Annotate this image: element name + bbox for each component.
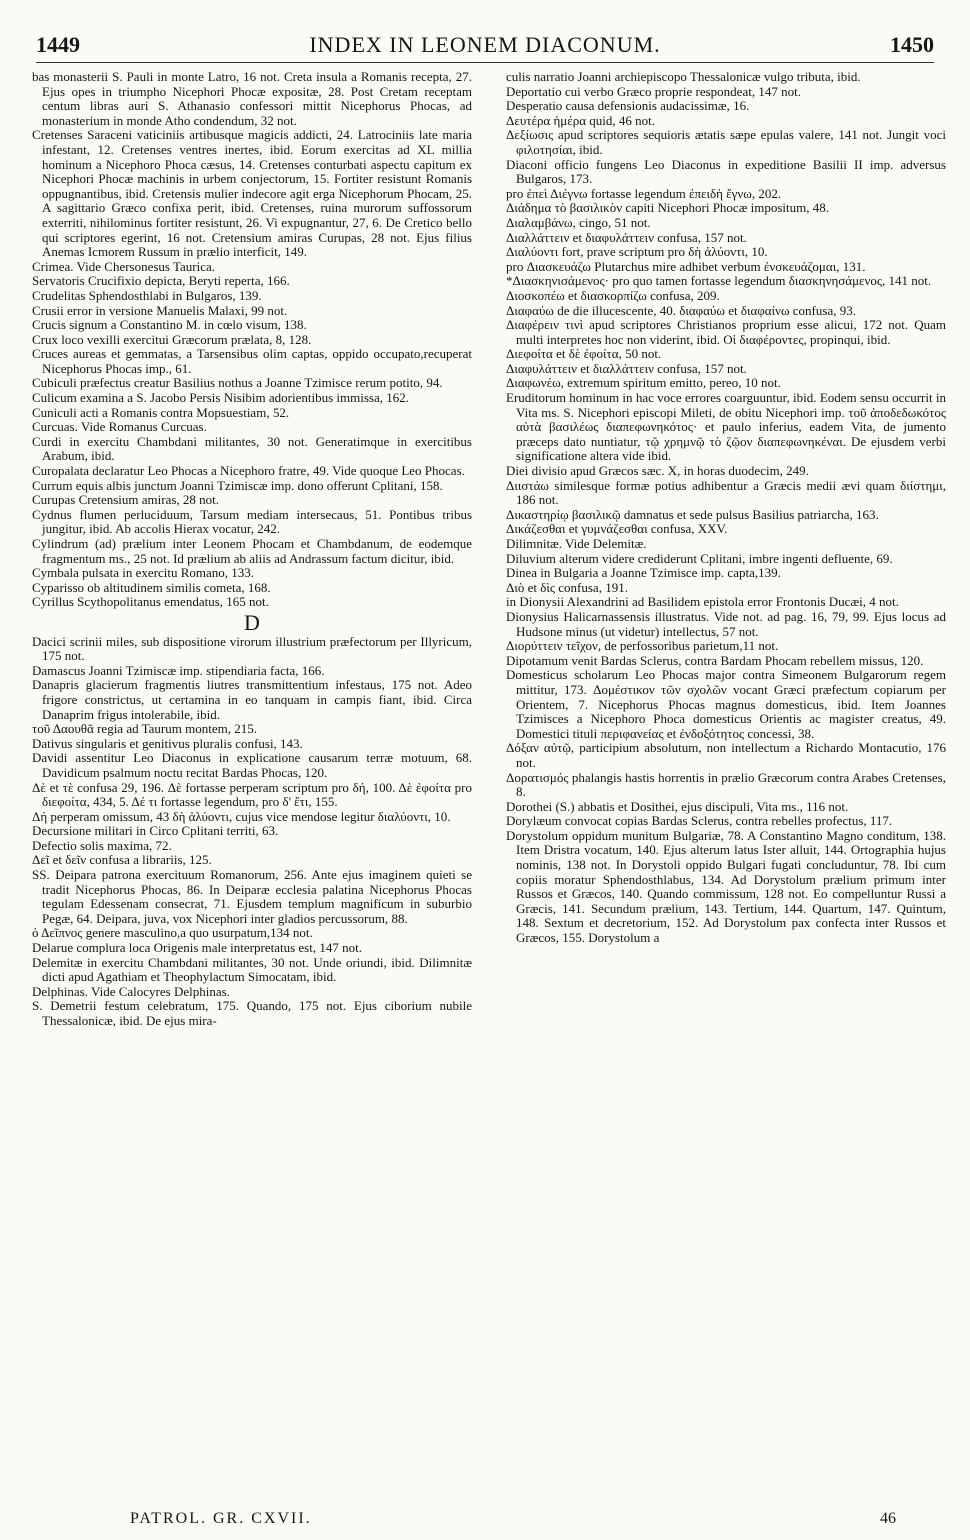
index-entry: Dorothei (S.) abbatis et Dosithei, ejus discipuli, Vita ms., 116 not. (506, 798, 849, 814)
index-entry: Διεφοίτα et δὲ ἐφοίτα, 50 not. (506, 346, 662, 362)
index-entry: Culicum examina a S. Jacobo Persis Nisibim adorientibus immissa, 162. (32, 390, 409, 406)
index-entry: Cylindrum (ad) prælium inter Leonem Phocam et Chambdanum, de eodemque fragmentum ms., 25 not. Id prælium ab aliis ad Andrassum factum dicitur, ibid. (32, 536, 472, 566)
index-entry: Dorylæum convocat copias Bardas Sclerus, contra rebelles profectus, 117. (506, 813, 893, 829)
index-entry: Dacici scrinii miles, sub dispositione virorum illustrium præfectorum per Illyricum, 175 not. (32, 633, 472, 664)
index-entry: τοῦ Δαουθᾶ regia ad Taurum montem, 215. (32, 721, 257, 737)
left-column (32, 70, 472, 1029)
header-rule (36, 62, 934, 63)
index-entry: Defectio solis maxima, 72. (32, 837, 172, 853)
index-entry: Deportatio cui verbo Græco proprie respondeat, 147 not. (506, 83, 801, 99)
index-entry: Dinea in Bulgaria a Joanne Tzimisce imp. capta,139. (506, 565, 781, 581)
index-entry: Curdi in exercitu Chambdani militantes, 30 not. Generatimque in exercitibus Arabum, ibid. (32, 433, 472, 464)
index-entry: Διὸ et δὶς confusa, 191. (506, 579, 628, 595)
index-entry: Desperatio causa defensionis audacissimæ, 16. (506, 98, 750, 114)
index-entry: Διαλύοντι fort, prave scriptum pro δὴ ἀλύοντι, 10. (506, 244, 768, 260)
right-column (506, 70, 946, 946)
page-header (36, 20, 934, 60)
index-entry: Διοσκοπέω et διασκορπίζω confusa, 209. (506, 287, 720, 303)
index-entry: Diaconi officio fungens Leo Diaconus in expeditione Basilii II imp. adversus Bulgaros, 173. (506, 156, 946, 187)
index-entry: Delemitæ in exercitu Chambdani militantes, 30 not. Unde oriundi, ibid. Dilimnitæ dicti apud Agathiam et Theophylactum Simocatam, ibid. (32, 954, 472, 985)
index-entry: Curupas Cretensium amiras, 28 not. (32, 492, 220, 508)
index-entry: Cubiculi præfectus creatur Basilius nothus a Joanne Tzimisce rerum potito, 94. (32, 375, 443, 391)
index-entry: Diei divisio apud Græcos sæc. X, in horas duodecim, 249. (506, 463, 809, 479)
index-entry: Cyparisso ob altitudinem similis cometa, 168. (32, 579, 271, 595)
index-entry: Delarue complura loca Origenis male interpretatus est, 147 not. (32, 940, 362, 956)
index-entry: pro ἐπεὶ Διέγνω fortasse legendum ἐπειδὴ ἔγνω, 202. (506, 185, 782, 201)
index-entry: Cruces aureas et gemmatas, a Tarsensibus olim captas, oppido occupato,recuperat Nicephorus Phocas imp., 61. (32, 346, 472, 376)
index-entry: pro Διασκευάζω Plutarchus mire adhibet verbum ἐνσκευάζομαι, 131. (506, 258, 866, 274)
page-number-left: 1449 (36, 32, 80, 57)
index-entry: Crusii error in versione Manuelis Malaxi, 99 not. (32, 302, 288, 318)
index-entry: Currum equis albis junctum Joanni Tzimiscæ imp. dono offerunt Cplitani, 158. (32, 477, 443, 493)
footer-series: PATROL. GR. CXVII. (130, 1510, 312, 1527)
index-entry: Cuniculi acti a Romanis contra Mopsuestiam, 52. (32, 404, 290, 420)
index-entry: Διαλαμβάνω, cingo, 51 not. (506, 214, 651, 230)
running-title: INDEX IN LEONEM DIACONUM. (309, 32, 661, 57)
index-entry: Διορύττειν τεῖχον, de perfossoribus parietum,11 not. (506, 638, 779, 654)
index-entry: Cretenses Saraceni vaticiniis artibusque magicis addicti, 24. Latrociniis late maria infestant, 12. Cretenses ventres inertes, ibid. Eorum exercitas ad XL millia hominum a Nicephoro Phoca cæsus, 14. Cretenses conturbati aspectu capitum ex Nicephori Phocæ machinis in urbem conjectorum, 15. Fortiter resistunt Romanis oppugnantibus, ibid. Cretensis mulier indecore agit erga Nicephorum Phocam, 25. A sagittario Græco confixa perit, ibid. Cretenses, ruina murorum suffossorum exterriti, nihilominus fortiter resistunt, 26. Vi expugnantur, 27, 6. De Cretico bello qui scriptores egerint, 16 not. Cretensium amiras Curupas, 28 not. Ejus filius Anemas Icmorem Russum in prælio interficit, 149. (32, 127, 472, 260)
index-entry: Curopalata declaratur Leo Phocas a Nicephoro fratre, 49. Vide quoque Leo Phocas. (32, 463, 465, 479)
index-entry: Diluvium alterum videre crediderunt Cplitani, imbre ingenti defluente, 69. (506, 550, 893, 566)
index-entry: Crimea. Vide Chersonesus Taurica. (32, 258, 216, 274)
section-letter: D (244, 609, 260, 635)
index-entry: Διαφωνέω, extremum spiritum emitto, pereo, 10 not. (506, 375, 781, 391)
index-entry: Dionysius Halicarnassensis illustratus. Vide not. ad pag. 16, 79, 99. Ejus locus ad Hudsone minus (ut videtur) intellectus, 57 not. (506, 608, 946, 639)
footer-signature: 46 (880, 1510, 896, 1527)
index-entry: Eruditorum hominum in hac voce errores coarguuntur, ibid. Eodem sensu occurrit in Vita ms. S. Nicephori episcopi Mileti, de obitu Nicephori imp. τοῦ ἀποδεδωκότος αὐτὰ βασιλέως διαπεφωνηκότος· et paulo inferius, eadem Vita, de jumento præceps dato nuntiatur, τῷ χρημνῷ τὸ ζῷον διαπεφωνηκέναι. De ejusdem verbi significatione altera vide ibid. (506, 390, 946, 464)
index-entry: Cydnus flumen perluciduum, Tarsum mediam intersecaus, 51. Pontibus tribus jungitur, ibid. Ab accolis Hierax vocatur, 242. (32, 506, 472, 537)
index-entry: Dipotamum venit Bardas Sclerus, contra Bardam Phocam rebellem missus, 120. (506, 652, 924, 668)
index-entry: Dilimnitæ. Vide Delemitæ. (506, 536, 647, 551)
index-entry: Δευτέρα ἡμέρα quid, 46 not. (506, 112, 655, 128)
index-entry: Δὲ et τὲ confusa 29, 196. Δὲ fortasse perperam scriptum pro δή, 100. Δὲ ἐφοίτα pro διεφοίτα, 434, 5. Δέ τι fortasse legendum, pro δ' ἔτι, 155. (32, 779, 472, 810)
index-entry: *Διασκηνισάμενος· pro quo tamen fortasse legendum διασκηνησάμενος, 141 not. (506, 273, 932, 289)
index-entry: culis narratio Joanni archiepiscopo Thessalonicæ vulgo tributa, ibid. (506, 69, 861, 84)
index-entry: Danapris glacierum fragmentis liutres transmittentium infestaus, 175 not. Adeo frigore constrictus, ut certamina in eo tanquam in campis fiant, ibid. Circa Danaprim frigus intolerabile, ibid. (32, 677, 472, 722)
index-entry: Διαλλάττειν et διαφυλάττειν confusa, 157 not. (506, 229, 747, 245)
index-entry: ὁ Δεῖπνος genere masculino,a quo usurpatum,134 not. (32, 925, 313, 941)
index-entry: Διαφέρειν τινὶ apud scriptores Christianos proprium esse alicui, 172 not. Quam multi interpretes hoc non viderint, ibid. Οἱ διαφέροντες, propinqui, ibid. (506, 317, 946, 347)
index-entry: Cymbala pulsata in exercitu Romano, 133. (32, 565, 255, 581)
index-entry: Decursione militari in Circo Cplitani territi, 63. (32, 823, 279, 839)
index-entry: Δεξίωσις apud scriptores sequioris ætatis sæpe epulas valere, 141 not. Jungit voci φιλοτησίαι, ibid. (506, 127, 946, 157)
index-entry: Dorystolum oppidum munitum Bulgariæ, 78. A Constantino Magno conditum, 138. Item Dristra vocatum, 140. Ejus alterum latus Ister alluit, 144. Ortographia hujus nominis, 138 not. In Dorystoli oppido Bulgari fugati concluduntur, 78. Ibi cum copiis moratur Sphendosthlabus, 134. Ad Dorystolum prælium primum inter Russos et Græcos, 140. Quando commissum, 128 not. Eo compelluntur Russi a Græcis, 141. Secundum prælium, 143. Tertium, 144. Quartum, 147. Quintum, 148. Sextum et decretorium, 152. Ad Dorystolum pax confecta inter Russos et Græcos, 155. Dorystolum a (506, 827, 946, 946)
index-entry: Servatoris Crucifixio depicta, Beryti reperta, 166. (32, 273, 290, 289)
index-entry: bas monasterii S. Pauli in monte Latro, 16 not. Creta insula a Romanis recepta, 27. Ejus opes in triumpho Nicephori Phocæ expositæ, 28. Post Cretam receptam centum libras auri S. Athanasio confessori mittit Nicephorus Phocas, ad monasterium in monde Atho condendum, 32 not. (32, 69, 472, 128)
index-entry: Crucis signum a Constantino M. in cœlo visum, 138. (32, 317, 307, 333)
index-entry: Delphinas. Vide Calocyres Delphinas. (32, 983, 230, 999)
index-entry: Dativus singularis et genitivus pluralis confusi, 143. (32, 735, 303, 751)
index-entry: Cyrillus Scythopolitanus emendatus, 165 not. (32, 594, 269, 610)
index-entry: Διιστάω similesque formæ potius adhibentur a Græcis medii ævi quam διίστημι, 186 not. (506, 477, 946, 508)
page-number-right: 1450 (890, 32, 934, 57)
index-entry: S. Demetrii festum celebratum, 175. Quando, 175 not. Ejus ciborium nubile Thessalonicæ, ibid. De ejus mira- (32, 998, 472, 1028)
index-entry: Crux loco vexilli exercitui Græcorum prælata, 8, 128. (32, 331, 312, 347)
index-entry: Δόξαν αὐτῷ, participium absolutum, non intellectum a Richardo Montacutio, 176 not. (506, 740, 946, 770)
index-entry: Δεῖ et δεῖν confusa a librariis, 125. (32, 852, 212, 868)
index-entry: Crudelitas Sphendosthlabi in Bulgaros, 139. (32, 287, 262, 303)
index-entry: Δορατισμός phalangis hastis horrentis in prælio Græcorum contra Arabes Cretenses, 8. (506, 769, 946, 800)
index-entry: Δή perperam omissum, 43 δὴ ἀλύοντι, cujus vice mendose legitur διαλύοντι, 10. (32, 808, 451, 824)
index-entry: in Dionysii Alexandrini ad Basilidem epistola error Frontonis Ducæi, 4 not. (506, 594, 899, 610)
index-entry: Διαφαύω de die illucescente, 40. διαφαύω et διαφαίνω confusa, 93. (506, 302, 856, 318)
index-entry: Davidi assentitur Leo Diaconus in explicatione causarum terræ motuum, 68. Davidicum psalmum noctu recitat Bardas Phocas, 120. (32, 750, 472, 780)
index-entry: Δικάζεσθαι et γυμνάζεσθαι confusa, XXV. (506, 521, 728, 537)
index-entry: Domesticus scholarum Leo Phocas major contra Simeonem Bulgarorum regem mittitur, 173. Δομέστικον τῶν σχολῶν vocant Græci præfectum copiarum per Orientem, 7. Nicephorus Phocas magnus domesticus, ibid. Item Joannes Tzimisces a Nicephoro Phoca domesticus Orientis ac magister creatus, 49. Domestici tituli περιφανείας et ἐνδοξότητος concessi, 38. (506, 667, 946, 741)
index-entry: Curcuas. Vide Romanus Curcuas. (32, 419, 207, 435)
index-entry: Δικαστηρίῳ βασιλικῷ damnatus et sede pulsus Basilius patriarcha, 163. (506, 506, 879, 522)
index-entry: Διαφυλάττειν et διαλλάττειν confusa, 157 not. (506, 360, 747, 376)
index-entry: Διάδημα τὸ βασιλικὸν capiti Nicephori Phocæ impositum, 48. (506, 200, 829, 216)
index-entry: Damascus Joanni Tzimiscæ imp. stipendiaria facta, 166. (32, 662, 325, 678)
index-entry: SS. Deipara patrona exercituum Romanorum, 256. Ante ejus imaginem quieti se tradit Nicephorus Phocas, 86. In Deiparæ ecclesia palatina Nicephorus Phocas tegulam Edessenam consecrat, 71. Ejusdem templum magnificum in suburbio Pegæ, 64. Deipara, juva, vox Nicephori inter gladios percussorum, 88. (32, 867, 472, 926)
